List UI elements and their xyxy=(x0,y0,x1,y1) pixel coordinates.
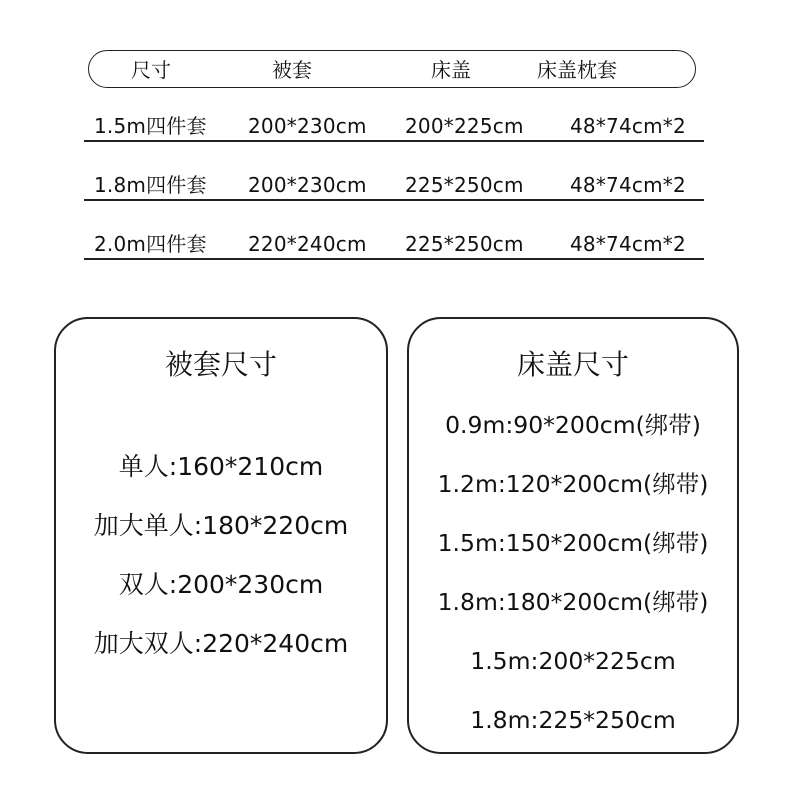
header-size: 尺寸 xyxy=(131,58,171,82)
table-header xyxy=(88,50,696,88)
header-pillowcase: 床盖枕套 xyxy=(537,58,617,82)
header-bedcover: 床盖 xyxy=(431,58,471,82)
bedcover-size-item: 1.8m:180*200cm(绑带) xyxy=(437,588,709,616)
cell-pillowcase: 48*74cm*2 xyxy=(570,173,686,197)
duvet-box-title: 被套尺寸 xyxy=(164,348,277,381)
cell-bedcover: 200*225cm xyxy=(405,114,524,138)
bedcover-size-item: 1.8m:225*250cm xyxy=(470,706,676,734)
table-row xyxy=(84,230,704,260)
bedcover-size-item: 1.5m:150*200cm(绑带) xyxy=(437,529,709,557)
cell-bedcover: 225*250cm xyxy=(405,173,524,197)
cell-duvet: 200*230cm xyxy=(248,114,367,138)
cell-pillowcase: 48*74cm*2 xyxy=(570,232,686,256)
bedcover-size-item: 1.2m:120*200cm(绑带) xyxy=(437,470,709,498)
duvet-size-box xyxy=(54,317,388,754)
cell-pillowcase: 48*74cm*2 xyxy=(570,114,686,138)
table-row xyxy=(84,112,704,142)
duvet-size-item: 加大双人:220*240cm xyxy=(93,629,349,658)
duvet-size-item: 加大单人:180*220cm xyxy=(93,511,349,540)
table-row xyxy=(84,171,704,201)
bedcover-size-item: 0.9m:90*200cm(绑带) xyxy=(445,411,701,439)
cell-size: 1.8m四件套 xyxy=(94,173,207,197)
cell-bedcover: 225*250cm xyxy=(405,232,524,256)
bedcover-size-item: 1.5m:200*225cm xyxy=(470,647,676,675)
bedcover-size-box xyxy=(407,317,739,754)
header-duvet: 被套 xyxy=(272,58,312,82)
bedcover-box-title: 床盖尺寸 xyxy=(516,348,629,381)
cell-duvet: 220*240cm xyxy=(248,232,367,256)
cell-size: 1.5m四件套 xyxy=(94,114,207,138)
cell-size: 2.0m四件套 xyxy=(94,232,207,256)
duvet-size-item: 双人:200*230cm xyxy=(118,570,324,599)
duvet-size-item: 单人:160*210cm xyxy=(118,452,324,481)
cell-duvet: 200*230cm xyxy=(248,173,367,197)
